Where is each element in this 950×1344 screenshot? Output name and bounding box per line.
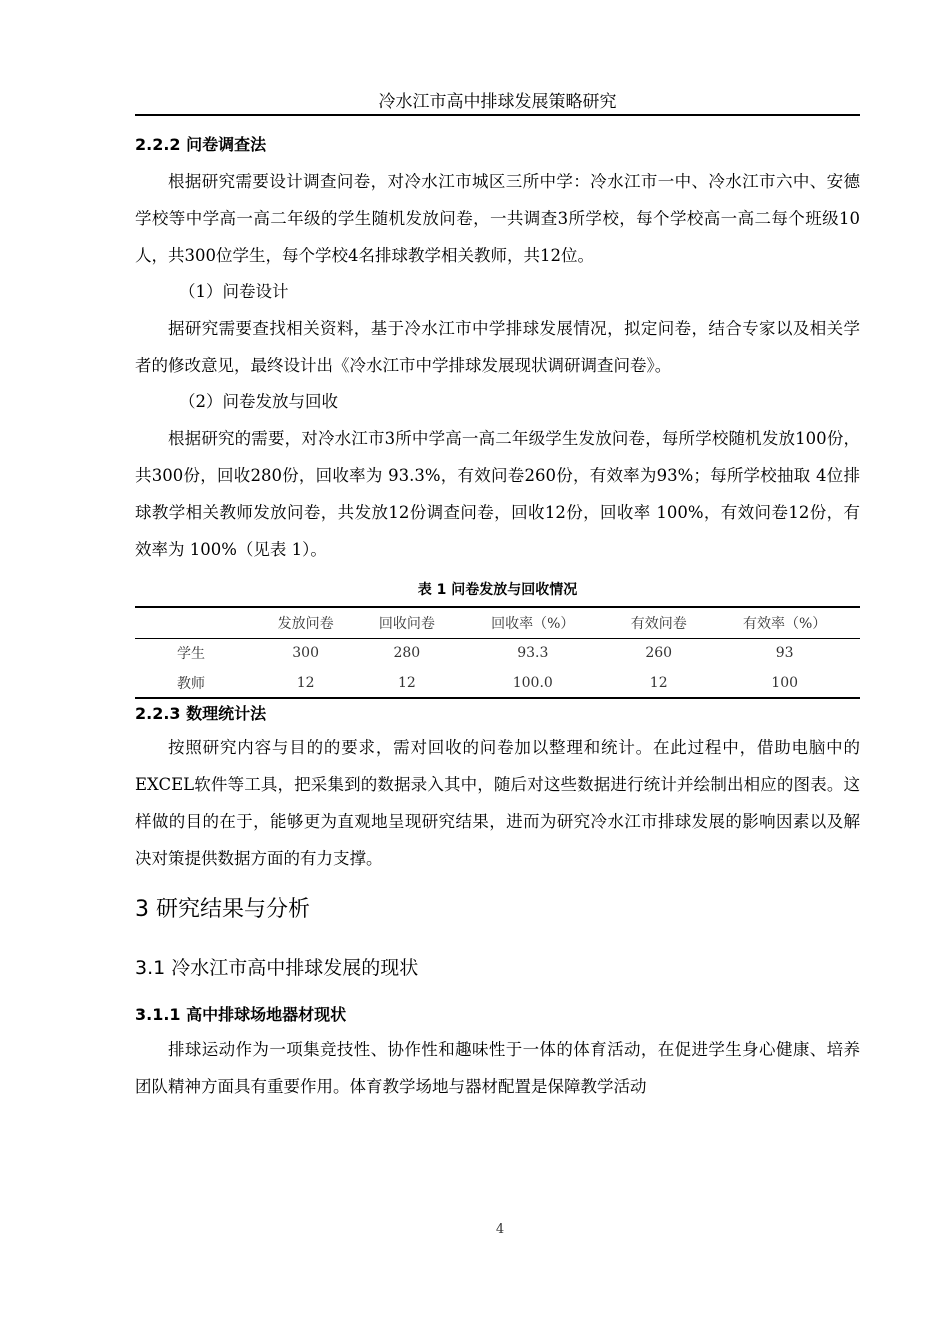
table-header-cell: 回收问卷: [378, 615, 435, 632]
table-cell: 教师: [177, 675, 205, 692]
table-cell: 93: [775, 645, 794, 662]
questionnaire-table: [135, 606, 860, 699]
heading-2-2-2: 2.2.2 问卷调查法: [135, 135, 267, 154]
table-caption: 表 1 问卷发放与回收情况: [417, 582, 578, 598]
heading-3-1: 3.1 冷水江市高中排球发展的现状: [135, 957, 419, 979]
paragraph-questionnaire-distribution: 根据研究的需要，对冷水江市3所中学高一高二年级学生发放问卷，每所学校随机发放100份，共300份，回收280份，回收率为 93.3%，有效问卷260份，有效率为93%；每所学校抽取 4位排球教学相关教师发放问卷，共发放12份调查问卷，回收12份，回收率 100%，有效问卷12份，有效率为 100%（见表 1）。: [135, 429, 860, 559]
heading-3-1-1: 3.1.1 高中排球场地器材现状: [135, 1005, 347, 1024]
heading-2-2-3: 2.2.3 数理统计法: [135, 704, 267, 723]
table-cell: 12: [296, 674, 315, 691]
table-cell: 12: [649, 674, 668, 691]
paragraph-questionnaire-design: 据研究需要查找相关资料，基于冷水江市中学排球发展情况，拟定问卷，结合专家以及相关学者的修改意见，最终设计出《冷水江市中学排球发展现状调研调查问卷》。: [135, 319, 860, 375]
table-cell: 280: [393, 645, 421, 662]
table-header-cell: 发放问卷: [277, 615, 334, 632]
table-cell: 93.3: [517, 645, 549, 662]
paragraph-survey-intro: 根据研究需要设计调查问卷，对冷水江市城区三所中学：冷水江市一中、冷水江市六中、安德学校等中学高一高二年级的学生随机发放问卷，一共调查3所学校，每个学校高一高二每个班级10人，共300位学生，每个学校4名排球教学相关教师，共12位。: [135, 172, 860, 265]
page-body: [135, 134, 860, 1105]
table-row: [135, 638, 860, 668]
running-header-title: 冷水江市高中排球发展策略研究: [378, 92, 617, 112]
table-header-cell: [135, 607, 255, 638]
paragraph-statistics: 按照研究内容与目的的要求，需对回收的问卷加以整理和统计。在此过程中，借助电脑中的EXCEL软件等工具，把采集到的数据录入其中，随后对这些数据进行统计并绘制出相应的图表。这样做的目的在于，能够更为直观地呈现研究结果，进而为研究冷水江市排球发展的影响因素以及解决对策提供数据方面的有力支撑。: [135, 738, 860, 868]
subheading-questionnaire-design: （1）问卷设计: [179, 282, 289, 301]
paragraph-facilities: 排球运动作为一项集竞技性、协作性和趣味性于一体的体育活动，在促进学生身心健康、培养团队精神方面具有重要作用。体育教学场地与器材配置是保障教学活动: [135, 1040, 860, 1096]
table-header-cell: 回收率（%）: [491, 615, 575, 632]
table-row: [135, 668, 860, 698]
table-cell: 100.0: [512, 674, 553, 691]
subheading-questionnaire-distribution: （2）问卷发放与回收: [179, 392, 338, 411]
table-header-cell: 有效问卷: [630, 615, 687, 632]
table-cell: 12: [397, 674, 416, 691]
page-number: 4: [495, 1222, 505, 1237]
table-cell: 100: [771, 674, 799, 691]
table-cell: 300: [292, 645, 319, 662]
table-header-row: [135, 607, 860, 638]
heading-3: 3 研究结果与分析: [135, 897, 310, 922]
running-header: [135, 90, 860, 116]
table-header-cell: 有效率（%）: [743, 615, 827, 632]
table-cell: 学生: [177, 646, 205, 663]
table-cell: 260: [645, 645, 673, 662]
